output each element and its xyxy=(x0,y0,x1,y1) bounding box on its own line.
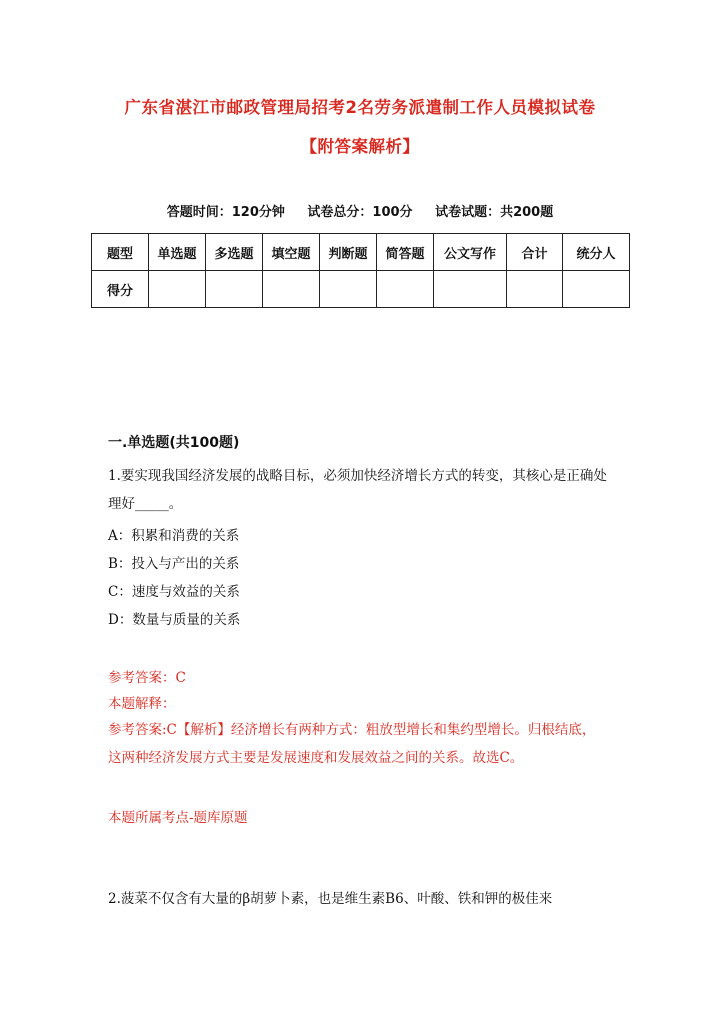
question-2-stem: 2.菠菜不仅含有大量的β胡萝卜素，也是维生素B6、叶酸、铁和钾的极佳来 xyxy=(108,891,553,907)
table-header-cell: 多选题 xyxy=(206,234,263,271)
question-1-option-d: D：数量与质量的关系 xyxy=(108,612,241,628)
score-table-score-row xyxy=(92,271,630,308)
table-header-cell: 合计 xyxy=(507,234,563,271)
score-cell xyxy=(434,271,507,308)
score-cell xyxy=(206,271,263,308)
exam-total-score: 试卷总分：100分 xyxy=(307,205,413,220)
document-title: 广东省湛江市邮政管理局招考2名劳务派遣制工作人员模拟试卷 xyxy=(124,98,596,117)
table-header-cell: 统分人 xyxy=(563,234,630,271)
table-row-label: 得分 xyxy=(92,271,149,308)
document-subtitle: 【附答案解析】 xyxy=(300,137,420,156)
score-table xyxy=(91,233,630,308)
exam-question-count: 试卷试题：共200题 xyxy=(435,205,554,220)
question-1-option-c: C：速度与效益的关系 xyxy=(108,584,240,600)
exam-meta xyxy=(0,201,720,220)
question-1-explanation-label: 本题解释： xyxy=(108,696,176,712)
table-header-cell: 单选题 xyxy=(149,234,206,271)
question-1-explanation: 参考答案:C【解析】经济增长有两种方式：粗放型增长和集约型增长。归根结底，这两种经济发展方式主要是发展速度和发展效益之间的关系。故选C。 xyxy=(108,722,596,766)
question-1-knowledge-point: 本题所属考点-题库原题 xyxy=(108,810,248,826)
question-1-option-a: A：积累和消费的关系 xyxy=(108,528,240,544)
exam-time: 答题时间：120分钟 xyxy=(166,205,285,220)
score-cell xyxy=(149,271,206,308)
table-header-cell: 填空题 xyxy=(263,234,320,271)
score-cell xyxy=(320,271,377,308)
score-cell xyxy=(507,271,563,308)
score-table-header-row xyxy=(92,234,630,271)
table-header-cell: 简答题 xyxy=(377,234,434,271)
question-1-answer: 参考答案：C xyxy=(108,670,186,686)
table-header-cell: 判断题 xyxy=(320,234,377,271)
question-1-option-b: B：投入与产出的关系 xyxy=(108,556,240,572)
score-cell xyxy=(263,271,320,308)
score-cell xyxy=(377,271,434,308)
question-1-stem: 1.要实现我国经济发展的战略目标，必须加快经济增长方式的转变，其核心是正确处理好_____。 xyxy=(108,468,607,512)
score-cell xyxy=(563,271,630,308)
section-title: 一.单选题(共100题) xyxy=(108,435,240,451)
table-header-cell: 题型 xyxy=(92,234,149,271)
table-header-cell: 公文写作 xyxy=(434,234,507,271)
